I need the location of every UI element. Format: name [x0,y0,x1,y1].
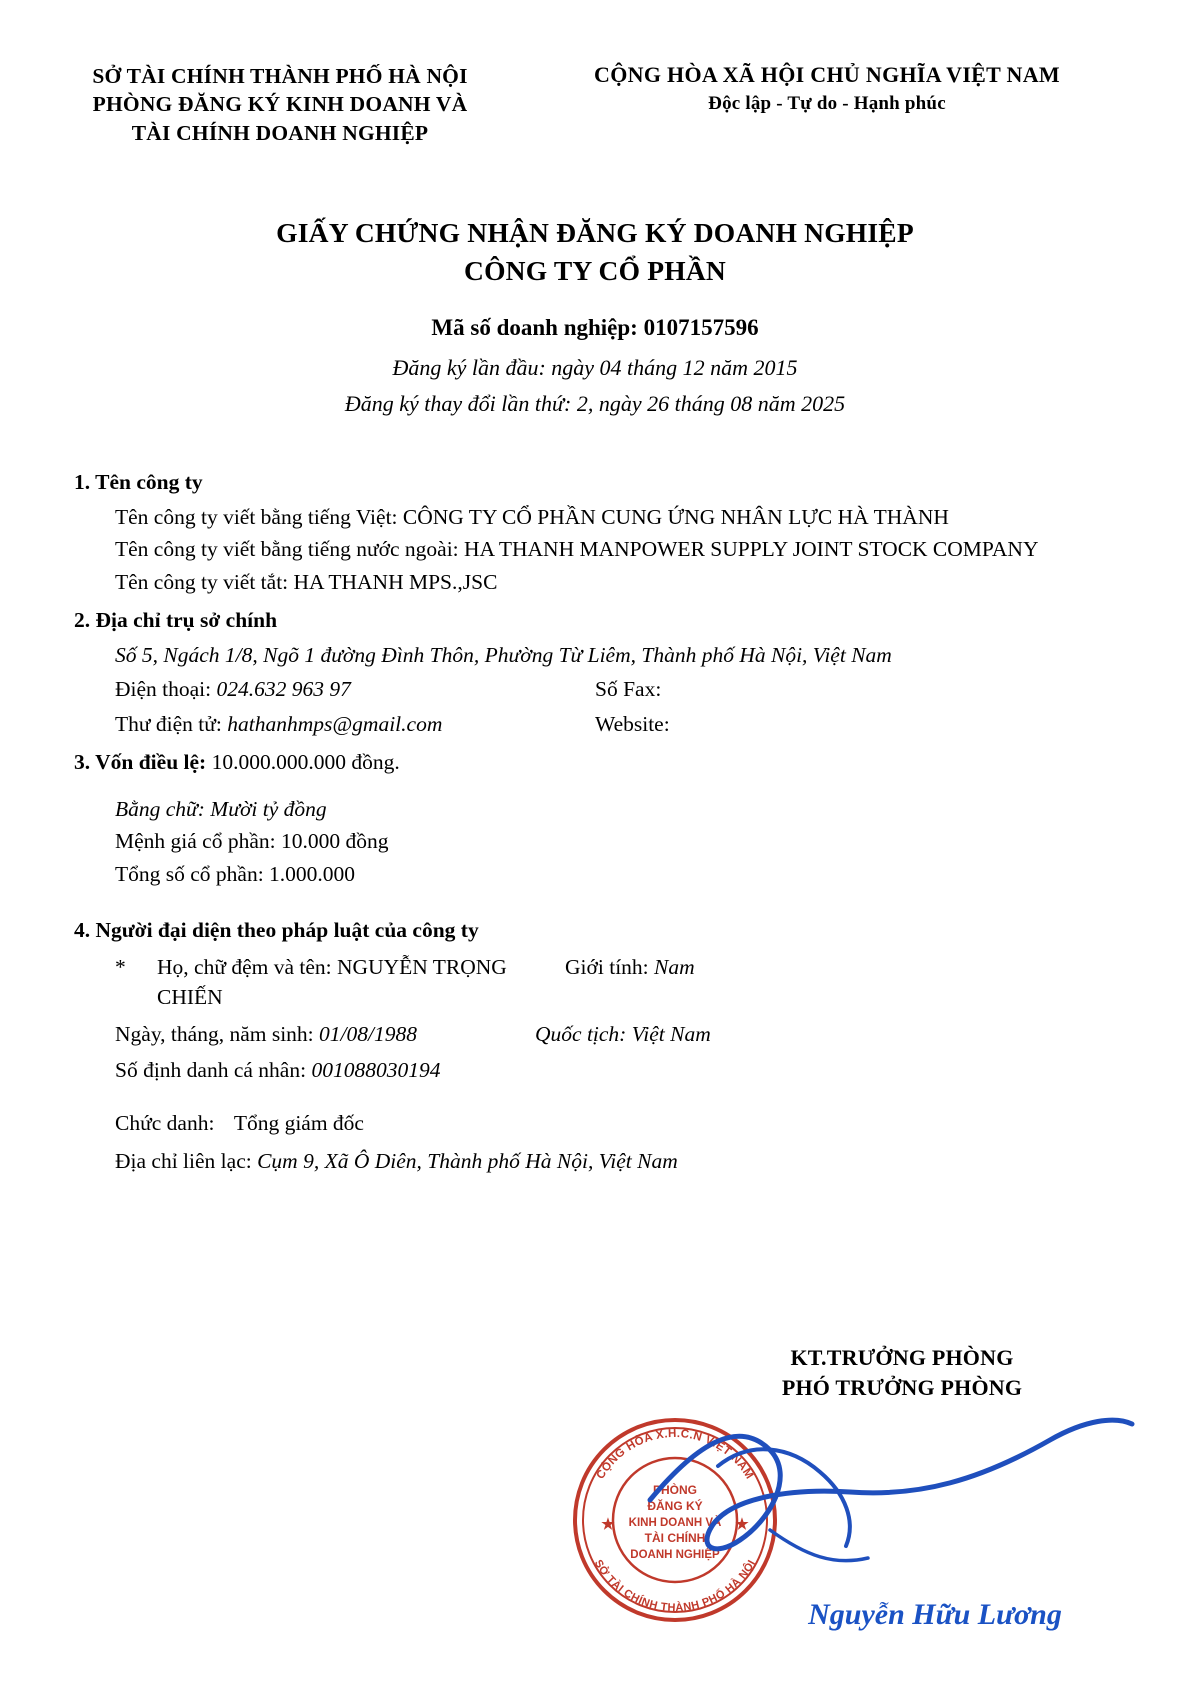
nationality-label: Quốc tịch: [535,1021,627,1046]
section-3-heading [60,747,1130,778]
head-office-address: Số 5, Ngách 1/8, Ngõ 1 đường Đình Thôn, Phường Từ Liêm, Thành phố Hà Nội, Việt Nam [115,642,892,667]
personal-id-field [60,1055,1130,1086]
gender-label: Giới tính: [565,954,649,979]
company-name-vn: Tên công ty viết bằng tiếng Việt: CÔNG TY CỔ PHẦN CUNG ỨNG NHÂN LỰC HÀ THÀNH [115,504,949,529]
page-subtitle: CÔNG TY CỔ PHẦN [464,255,726,287]
national-heading [500,62,1130,115]
issuing-authority [60,62,500,147]
email-field [115,709,595,740]
dob-value: 01/08/1988 [319,1021,417,1046]
authority-line-1: SỞ TÀI CHÍNH THÀNH PHỐ HÀ NỘI [92,64,468,88]
section-4-heading: 4. Người đại diện theo pháp luật của công ty [74,918,479,943]
position-value: Tổng giám đốc [233,1110,364,1135]
personal-id-label: Số định danh cá nhân: [115,1058,307,1083]
gender-field [537,952,1130,1013]
personal-id-value: 001088030194 [311,1058,441,1083]
phone-value: 024.632 963 97 [216,677,351,702]
svg-text:CỘNG HÒA X.H.C.N VIỆT NAM: CỘNG HÒA X.H.C.N VIỆT NAM [594,1427,756,1482]
dob-label: Ngày, tháng, năm sinh: [115,1021,314,1046]
authority-line-3: TÀI CHÍNH DOANH NGHIỆP [131,120,429,145]
svg-text:SỞ TÀI CHÍNH THÀNH PHỐ HÀ NỘI: SỞ TÀI CHÍNH THÀNH PHỐ HÀ NỘI [591,1557,759,1615]
company-name-foreign: Tên công ty viết bằng tiếng nước ngoài: HA THANH MANPOWER SUPPLY JOINT STOCK COMPANY [115,537,1039,562]
section-1-heading: 1. Tên công ty [74,470,203,495]
signature-title-block [692,1345,1112,1401]
signer-name: Nguyễn Hữu Lương [808,1598,1062,1631]
svg-text:DOANH NGHIỆP: DOANH NGHIỆP [630,1549,720,1561]
svg-text:PHÒNG: PHÒNG [652,1483,698,1497]
email-website-row [60,709,1130,740]
svg-text:TÀI CHÍNH: TÀI CHÍNH [644,1531,706,1545]
share-par-value: Mệnh giá cổ phần: 10.000 đồng [115,829,389,854]
email-value: hathanhmps@gmail.com [227,711,443,736]
contact-address-value: Cụm 9, Xã Ô Diên, Thành phố Hà Nội, Việt Nam [257,1149,678,1174]
business-code: Mã số doanh nghiệp: 0107157596 [431,315,759,341]
signature-role-line-2: PHÓ TRƯỞNG PHÒNG [781,1375,1023,1400]
website-field [595,709,1130,740]
capital-in-words: Bằng chữ: Mười tỷ đồng [115,796,327,821]
position-field [60,1108,1130,1139]
charter-capital-value: 10.000.000.000 đồng. [206,750,400,775]
signature-role-line-1: KT.TRƯỞNG PHÒNG [790,1345,1014,1370]
representative-name: Họ, chữ đệm và tên: NGUYỄN TRỌNG CHIẾN [157,954,507,1010]
svg-text:★: ★ [735,1516,749,1533]
svg-text:ĐĂNG KÝ: ĐĂNG KÝ [647,1499,703,1513]
contact-address-label: Địa chỉ liên lạc: [115,1149,252,1174]
authority-line-2: PHÒNG ĐĂNG KÝ KINH DOANH VÀ [92,92,468,117]
page-title: GIẤY CHỨNG NHẬN ĐĂNG KÝ DOANH NGHIỆP [276,217,914,249]
position-label: Chức danh: [115,1110,215,1135]
fax-label: Số Fax: [595,677,662,702]
bullet-star: * [115,954,126,979]
contact-address-field [60,1146,1130,1177]
dob-field [115,1019,535,1050]
nationality-field [535,1019,1130,1050]
email-label: Thư điện tử: [115,711,222,736]
country-name: CỘNG HÒA XÃ HỘI CHỦ NGHĨA VIỆT NAM [594,62,1060,87]
svg-text:KINH DOANH VÀ: KINH DOANH VÀ [628,1517,722,1529]
representative-name-row [60,952,1130,1013]
national-motto: Độc lập - Tự do - Hạnh phúc [708,93,946,114]
charter-capital-label: 3. Vốn điều lệ: [74,750,207,775]
company-name-short: Tên công ty viết tắt: HA THANH MPS.,JSC [115,569,498,594]
total-shares: Tổng số cổ phần: 1.000.000 [115,861,356,886]
first-registration-date: Đăng ký lần đầu: ngày 04 tháng 12 năm 2015 [392,355,798,381]
svg-text:★: ★ [601,1516,615,1533]
section-2-heading: 2. Địa chỉ trụ sở chính [74,608,278,633]
nationality-value: Việt Nam [631,1021,711,1046]
document-body [0,467,1190,1177]
gender-value: Nam [654,954,695,979]
amended-registration-date: Đăng ký thay đổi lần thứ: 2, ngày 26 tháng 08 năm 2025 [344,391,846,417]
phone-label: Điện thoại: [115,677,212,702]
phone-field [115,674,595,705]
official-seal [570,1415,780,1625]
fax-field [595,674,1130,705]
dob-nationality-row [60,1019,1130,1050]
website-label: Website: [595,711,670,736]
certificate-title-block [0,217,1190,287]
document-header [0,0,1190,147]
phone-fax-row [60,674,1130,705]
